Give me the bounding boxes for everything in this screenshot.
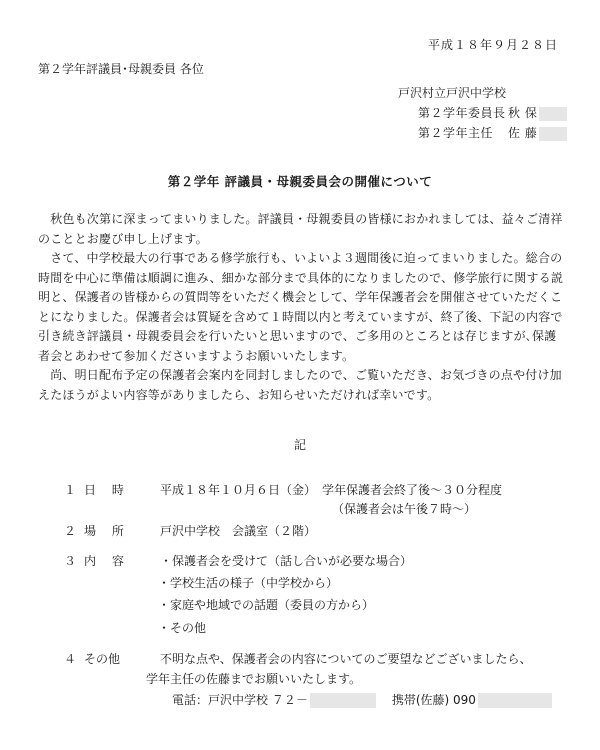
item-label: 日 時: [84, 483, 130, 497]
item-date: [64, 481, 502, 498]
addressee: 第２学年評議員･母親委員 各位: [38, 62, 204, 76]
item-number: ２: [64, 524, 77, 538]
sender-role: 第２学年委員長: [418, 106, 506, 120]
redacted-phone: [310, 693, 376, 708]
list-item: ・学校生活の様子（中学校から）: [158, 576, 339, 590]
sender-role: 第２学年主任: [418, 126, 494, 140]
item-number: １: [64, 483, 77, 497]
list-item: ・保護者会を受けて（話し合いが必要な場合）: [160, 554, 413, 568]
body-paragraph: 秋色も次第に深まってまいりました。評議員・母親委員の皆様におかれましては、益々ご清祥のこととお慶び申し上げます。: [38, 212, 563, 246]
redacted-name: [539, 107, 567, 121]
mobile-label: 携帯(佐藤) 090: [391, 693, 476, 707]
document-title: 第２学年 評議員・母親委員会の開催について: [167, 174, 433, 189]
body-paragraph: さて、中学校最大の行事である修学旅行も、いよいよ３週間後に迫ってまいりました。総合の時間を中心に準備は順調に進み、細かな部分まで具体的になりましたので、修学旅行に関する説明と、保護者の皆様からの質問等をいただく機会として、学年保護者会を開催させていただくことになりました。保護者会は質疑を含めて１時間以内と考えていますが、終了後、下記の内容で引き続き評議員・母親委員会を行いたいと思いますので、ご多用のところとは存じますが､保護者会とあわせて参加くださいますようお願いいたします。: [38, 251, 564, 363]
item-value: 戸沢中学校 会議室（２階）: [160, 524, 317, 538]
school-name: 戸沢村立戸沢中学校: [398, 86, 507, 100]
item-label: その他: [84, 652, 121, 666]
item-value: 不明な点や、保護者会の内容についてのご要望などございましたら、: [160, 652, 532, 666]
item-label: 内 容: [84, 554, 130, 568]
item-place: [64, 522, 316, 539]
document-date: 平成１８年９月２８日: [427, 38, 558, 52]
item-other: [64, 650, 532, 667]
sender-committee-chair: [418, 104, 567, 121]
redacted-name: [539, 127, 567, 141]
sender-name: 秋 保: [508, 106, 538, 120]
body-paragraph: 尚、明日配布予定の保護者会案内を同封しましたので、ご覧いただき、お気づきの点や付け加えたほうがよい内容等がありましたら、お知らせいただければ幸いです。: [38, 368, 562, 402]
body-text: [38, 210, 564, 405]
redacted-mobile: [478, 693, 552, 708]
item-label: 場 所: [84, 524, 130, 538]
item-other-continued: 学年主任の佐藤までお願いいたします。: [146, 672, 362, 686]
item-number: ４: [64, 652, 77, 666]
contact-line: [172, 691, 552, 708]
item-date-note: （保護者会は午後７時～）: [332, 502, 477, 516]
item-value: 平成１８年１０月６日（金） 学年保護者会終了後～３０分程度: [160, 483, 503, 497]
list-item: ・家庭や地域での話題（委員の方から）: [158, 598, 375, 612]
sender-grade-head: [418, 124, 567, 141]
sender-name: 佐 藤: [508, 126, 538, 140]
phone-label: 電話：戸沢中学校 ７２－: [172, 693, 308, 707]
item-number: ３: [64, 554, 77, 568]
ki-heading: 記: [293, 438, 306, 452]
item-content: [64, 552, 412, 569]
list-item: ・その他: [158, 621, 207, 635]
